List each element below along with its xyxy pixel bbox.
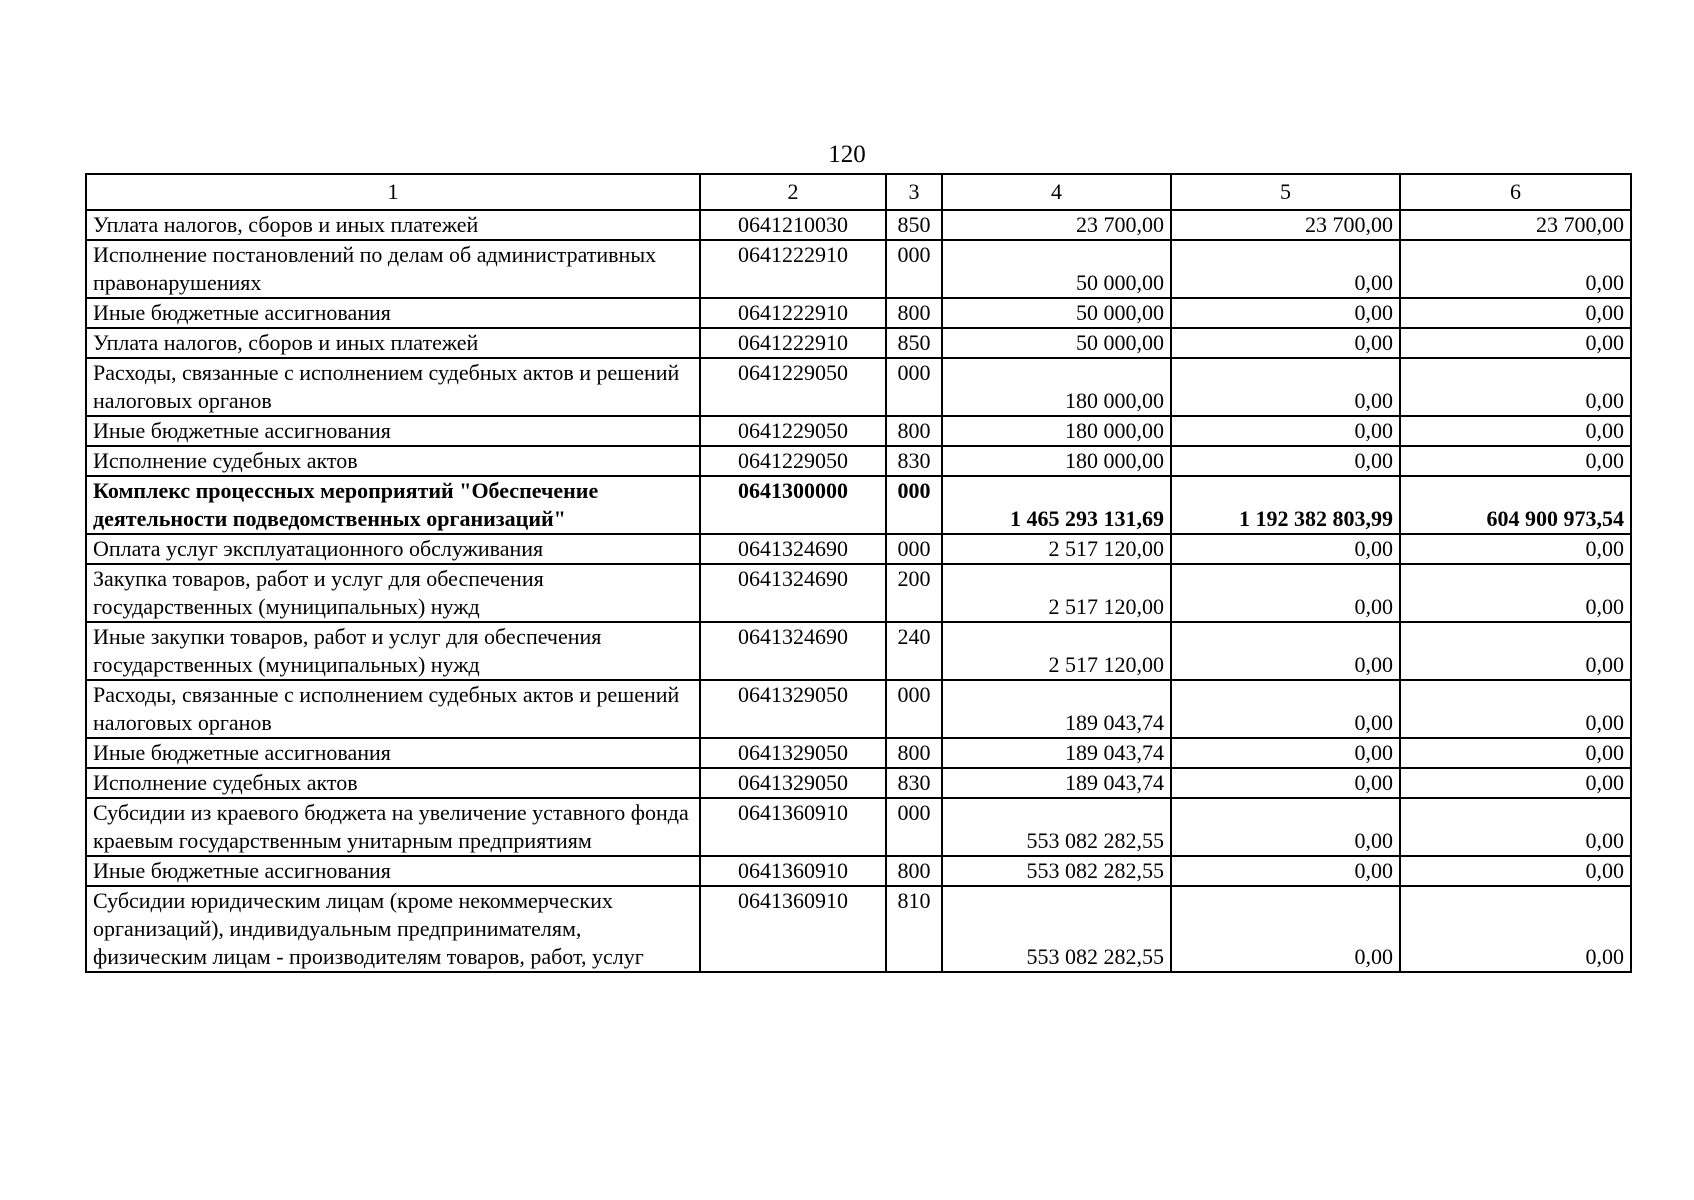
expense-type-cell: 800 xyxy=(886,416,942,446)
amount-col4-cell: 2 517 120,00 xyxy=(942,534,1171,564)
table-row xyxy=(86,738,1631,768)
expense-type-cell: 850 xyxy=(886,210,942,240)
amount-col5-cell: 0,00 xyxy=(1171,358,1400,416)
amount-col5-cell: 0,00 xyxy=(1171,328,1400,358)
row-name-cell: Субсидии юридическим лицам (кроме некоммерческих организаций), индивидуальным предпринимателям, физическим лицам - производителям товаров, работ, услуг xyxy=(86,886,700,972)
expense-type-cell: 000 xyxy=(886,534,942,564)
amount-col6-cell: 0,00 xyxy=(1400,622,1631,680)
table-row xyxy=(86,298,1631,328)
table-row xyxy=(86,768,1631,798)
amount-col5-cell: 0,00 xyxy=(1171,240,1400,298)
amount-col6-cell: 0,00 xyxy=(1400,416,1631,446)
target-code-cell: 0641229050 xyxy=(700,416,886,446)
target-code-cell: 0641360910 xyxy=(700,798,886,856)
amount-col5-cell: 23 700,00 xyxy=(1171,210,1400,240)
amount-col5-cell: 1 192 382 803,99 xyxy=(1171,476,1400,534)
amount-col4-cell: 2 517 120,00 xyxy=(942,622,1171,680)
table-row xyxy=(86,416,1631,446)
expense-type-cell: 200 xyxy=(886,564,942,622)
table-row xyxy=(86,358,1631,416)
row-name-cell: Исполнение судебных актов xyxy=(86,768,700,798)
row-name-cell: Иные бюджетные ассигнования xyxy=(86,856,700,886)
amount-col4-cell: 189 043,74 xyxy=(942,680,1171,738)
target-code-cell: 0641329050 xyxy=(700,768,886,798)
expense-type-cell: 000 xyxy=(886,476,942,534)
amount-col5-cell: 0,00 xyxy=(1171,446,1400,476)
target-code-cell: 0641360910 xyxy=(700,856,886,886)
row-name-cell: Иные бюджетные ассигнования xyxy=(86,416,700,446)
amount-col6-cell: 0,00 xyxy=(1400,680,1631,738)
table-row xyxy=(86,210,1631,240)
expense-type-cell: 240 xyxy=(886,622,942,680)
table-row xyxy=(86,446,1631,476)
amount-col4-cell: 189 043,74 xyxy=(942,738,1171,768)
row-name-cell: Расходы, связанные с исполнением судебных актов и решений налоговых органов xyxy=(86,358,700,416)
table-row xyxy=(86,534,1631,564)
row-name-cell: Расходы, связанные с исполнением судебных актов и решений налоговых органов xyxy=(86,680,700,738)
column-number: 4 xyxy=(942,174,1171,210)
budget-table xyxy=(85,173,1632,973)
table-row xyxy=(86,680,1631,738)
column-number: 3 xyxy=(886,174,942,210)
amount-col6-cell: 0,00 xyxy=(1400,358,1631,416)
amount-col6-cell: 0,00 xyxy=(1400,564,1631,622)
amount-col4-cell: 50 000,00 xyxy=(942,328,1171,358)
row-name-cell: Иные закупки товаров, работ и услуг для обеспечения государственных (муниципальных) нужд xyxy=(86,622,700,680)
amount-col6-cell: 604 900 973,54 xyxy=(1400,476,1631,534)
amount-col5-cell: 0,00 xyxy=(1171,680,1400,738)
amount-col5-cell: 0,00 xyxy=(1171,298,1400,328)
row-name-cell: Субсидии из краевого бюджета на увеличение уставного фонда краевым государственным унитарным предприятиям xyxy=(86,798,700,856)
amount-col5-cell: 0,00 xyxy=(1171,622,1400,680)
column-number: 5 xyxy=(1171,174,1400,210)
expense-type-cell: 830 xyxy=(886,768,942,798)
amount-col4-cell: 23 700,00 xyxy=(942,210,1171,240)
table-row xyxy=(86,564,1631,622)
table-row xyxy=(86,240,1631,298)
row-name-cell: Оплата услуг эксплуатационного обслуживания xyxy=(86,534,700,564)
target-code-cell: 0641360910 xyxy=(700,886,886,972)
table-row xyxy=(86,622,1631,680)
amount-col5-cell: 0,00 xyxy=(1171,534,1400,564)
expense-type-cell: 830 xyxy=(886,446,942,476)
row-name-cell: Комплекс процессных мероприятий "Обеспечение деятельности подведомственных организаций" xyxy=(86,476,700,534)
table-row xyxy=(86,328,1631,358)
expense-type-cell: 800 xyxy=(886,738,942,768)
amount-col6-cell: 0,00 xyxy=(1400,886,1631,972)
target-code-cell: 0641229050 xyxy=(700,446,886,476)
row-name-cell: Исполнение судебных актов xyxy=(86,446,700,476)
target-code-cell: 0641222910 xyxy=(700,240,886,298)
amount-col5-cell: 0,00 xyxy=(1171,738,1400,768)
table-row xyxy=(86,798,1631,856)
expense-type-cell: 800 xyxy=(886,856,942,886)
amount-col4-cell: 180 000,00 xyxy=(942,446,1171,476)
amount-col6-cell: 0,00 xyxy=(1400,240,1631,298)
amount-col6-cell: 0,00 xyxy=(1400,856,1631,886)
row-name-cell: Закупка товаров, работ и услуг для обеспечения государственных (муниципальных) нужд xyxy=(86,564,700,622)
expense-type-cell: 810 xyxy=(886,886,942,972)
row-name-cell: Иные бюджетные ассигнования xyxy=(86,738,700,768)
expense-type-cell: 000 xyxy=(886,680,942,738)
amount-col4-cell: 180 000,00 xyxy=(942,358,1171,416)
row-name-cell: Исполнение постановлений по делам об административных правонарушениях xyxy=(86,240,700,298)
amount-col6-cell: 0,00 xyxy=(1400,738,1631,768)
amount-col4-cell: 553 082 282,55 xyxy=(942,856,1171,886)
target-code-cell: 0641210030 xyxy=(700,210,886,240)
amount-col6-cell: 0,00 xyxy=(1400,298,1631,328)
amount-col5-cell: 0,00 xyxy=(1171,856,1400,886)
amount-col4-cell: 553 082 282,55 xyxy=(942,886,1171,972)
amount-col5-cell: 0,00 xyxy=(1171,768,1400,798)
row-name-cell: Уплата налогов, сборов и иных платежей xyxy=(86,328,700,358)
table-row xyxy=(86,886,1631,972)
table-row xyxy=(86,856,1631,886)
amount-col5-cell: 0,00 xyxy=(1171,798,1400,856)
target-code-cell: 0641324690 xyxy=(700,534,886,564)
amount-col6-cell: 0,00 xyxy=(1400,328,1631,358)
amount-col4-cell: 2 517 120,00 xyxy=(942,564,1171,622)
table-row xyxy=(86,476,1631,534)
row-name-cell: Уплата налогов, сборов и иных платежей xyxy=(86,210,700,240)
target-code-cell: 0641222910 xyxy=(700,298,886,328)
column-number: 1 xyxy=(86,174,700,210)
expense-type-cell: 000 xyxy=(886,358,942,416)
amount-col4-cell: 1 465 293 131,69 xyxy=(942,476,1171,534)
amount-col5-cell: 0,00 xyxy=(1171,416,1400,446)
column-number: 6 xyxy=(1400,174,1631,210)
expense-type-cell: 000 xyxy=(886,798,942,856)
expense-type-cell: 000 xyxy=(886,240,942,298)
amount-col6-cell: 23 700,00 xyxy=(1400,210,1631,240)
amount-col5-cell: 0,00 xyxy=(1171,564,1400,622)
column-number: 2 xyxy=(700,174,886,210)
amount-col6-cell: 0,00 xyxy=(1400,534,1631,564)
target-code-cell: 0641229050 xyxy=(700,358,886,416)
amount-col4-cell: 50 000,00 xyxy=(942,298,1171,328)
column-number-row xyxy=(86,174,1631,210)
row-name-cell: Иные бюджетные ассигнования xyxy=(86,298,700,328)
amount-col6-cell: 0,00 xyxy=(1400,768,1631,798)
amount-col6-cell: 0,00 xyxy=(1400,798,1631,856)
target-code-cell: 0641329050 xyxy=(700,680,886,738)
amount-col5-cell: 0,00 xyxy=(1171,886,1400,972)
target-code-cell: 0641324690 xyxy=(700,622,886,680)
amount-col4-cell: 553 082 282,55 xyxy=(942,798,1171,856)
page-number: 120 xyxy=(828,141,866,168)
target-code-cell: 0641222910 xyxy=(700,328,886,358)
amount-col6-cell: 0,00 xyxy=(1400,446,1631,476)
expense-type-cell: 850 xyxy=(886,328,942,358)
amount-col4-cell: 50 000,00 xyxy=(942,240,1171,298)
target-code-cell: 0641300000 xyxy=(700,476,886,534)
amount-col4-cell: 180 000,00 xyxy=(942,416,1171,446)
target-code-cell: 0641329050 xyxy=(700,738,886,768)
target-code-cell: 0641324690 xyxy=(700,564,886,622)
amount-col4-cell: 189 043,74 xyxy=(942,768,1171,798)
expense-type-cell: 800 xyxy=(886,298,942,328)
